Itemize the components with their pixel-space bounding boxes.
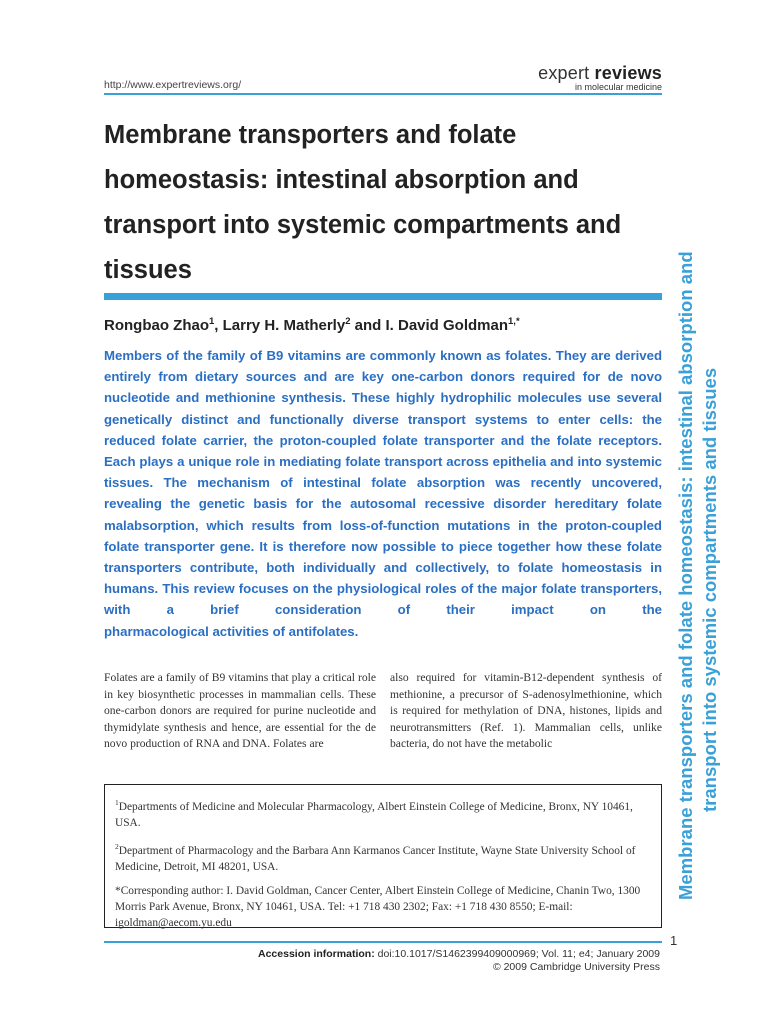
affiliations-box	[104, 784, 662, 928]
body-column-1: Folates are a family of B9 vitamins that play a critical role in key biosynthetic processes in mammalian cells. These one-carbon donors are required for purine nucleotide and thymidylate synthesis and hence, are essential for the de novo production of RNA and DNA. Folates are	[104, 671, 376, 751]
page-number: 1	[670, 933, 678, 948]
journal-url[interactable]: http://www.expertreviews.org/	[104, 79, 242, 91]
article-title: Membrane transporters and folate homeostasis: intestinal absorption and transport into systemic compartments and tissues	[104, 121, 622, 284]
accession-info: Accession information: doi:10.1017/S1462399409000969; Vol. 11; e4; January 2009 © 2009 Cambridge University Press	[258, 948, 660, 973]
abstract	[104, 345, 662, 642]
abstract-main: Members of the family of B9 vitamins are commonly known as folates. They are derived entirely from dietary sources and are key one-carbon donors required for de novo nucleotide and methionine synthesis. These highly hydrophilic molecules use several genetically distinct and functionally diverse transport systems to enter cells: the reduced folate carrier, the proton-coupled folate transporter and the folate receptors. Each plays a unique role in mediating folate transport across epithelia and into systemic tissues. The mechanism of intestinal folate absorption was recently uncovered, revealing the genetic basis for the autosomal recessive disorder hereditary folate malabsorption, which results from loss-of-function mutations in the proton-coupled folate transporter gene. It is therefore now possible to piece together how these folate transporters contribute, both individually and collectively, to folate homeostasis in humans. This review focuses on the physiological roles of the major folate transporters, with a brief consideration of their impact on the	[104, 348, 662, 618]
brand-subtitle: in molecular medicine	[574, 82, 662, 92]
footer-divider	[104, 941, 662, 943]
title-divider	[104, 293, 662, 300]
body-column-2: also required for vitamin-B12-dependent synthesis of methionine, a precursor of S-adenosylmethionine, which is required for methylation of DNA, histones, lipids and neurotransmitters (Ref. 1). Mammalian cells, unlike bacteria, do not have the metabolic	[390, 671, 662, 751]
affiliation-2: $^2$Department of Pharmacology and the Barbara Ann Karmanos Cancer Institute, Wayne State University School of Medicine, Detroit, MI 48201, USA.	[115, 841, 636, 873]
affiliation-1: $^1$Departments of Medicine and Molecular Pharmacology, Albert Einstein College of Medicine, Bronx, NY 10461, USA.	[115, 798, 633, 829]
brand-name: expert reviews	[538, 63, 662, 83]
side-title-line-1: Membrane transporters and folate homeostasis: intestinal absorption and	[675, 251, 696, 900]
side-title-line-2: transport into systemic compartments and tissues	[699, 367, 720, 812]
side-title	[674, 94, 722, 900]
author-list: Rongbao Zhao$^1$, Larry H. Matherly$^2$ and I. David Goldman$^{1,*}$	[104, 316, 520, 334]
corresponding-author: *Corresponding author: I. David Goldman, Cancer Center, Albert Einstein College of Medicine, Chanin Two, 1300 Morris Park Avenue, Bronx, NY 10461, USA. Tel: +1 718 430 2302; Fax: +1 718 430 8550; E-mail: igoldman@aecom.yu.edu	[115, 884, 641, 929]
journal-brand	[538, 64, 662, 92]
copyright: © 2009 Cambridge University Press	[492, 961, 660, 973]
abstract-last-line: pharmacological activities of antifolates.	[104, 623, 359, 639]
top-divider	[104, 93, 662, 95]
